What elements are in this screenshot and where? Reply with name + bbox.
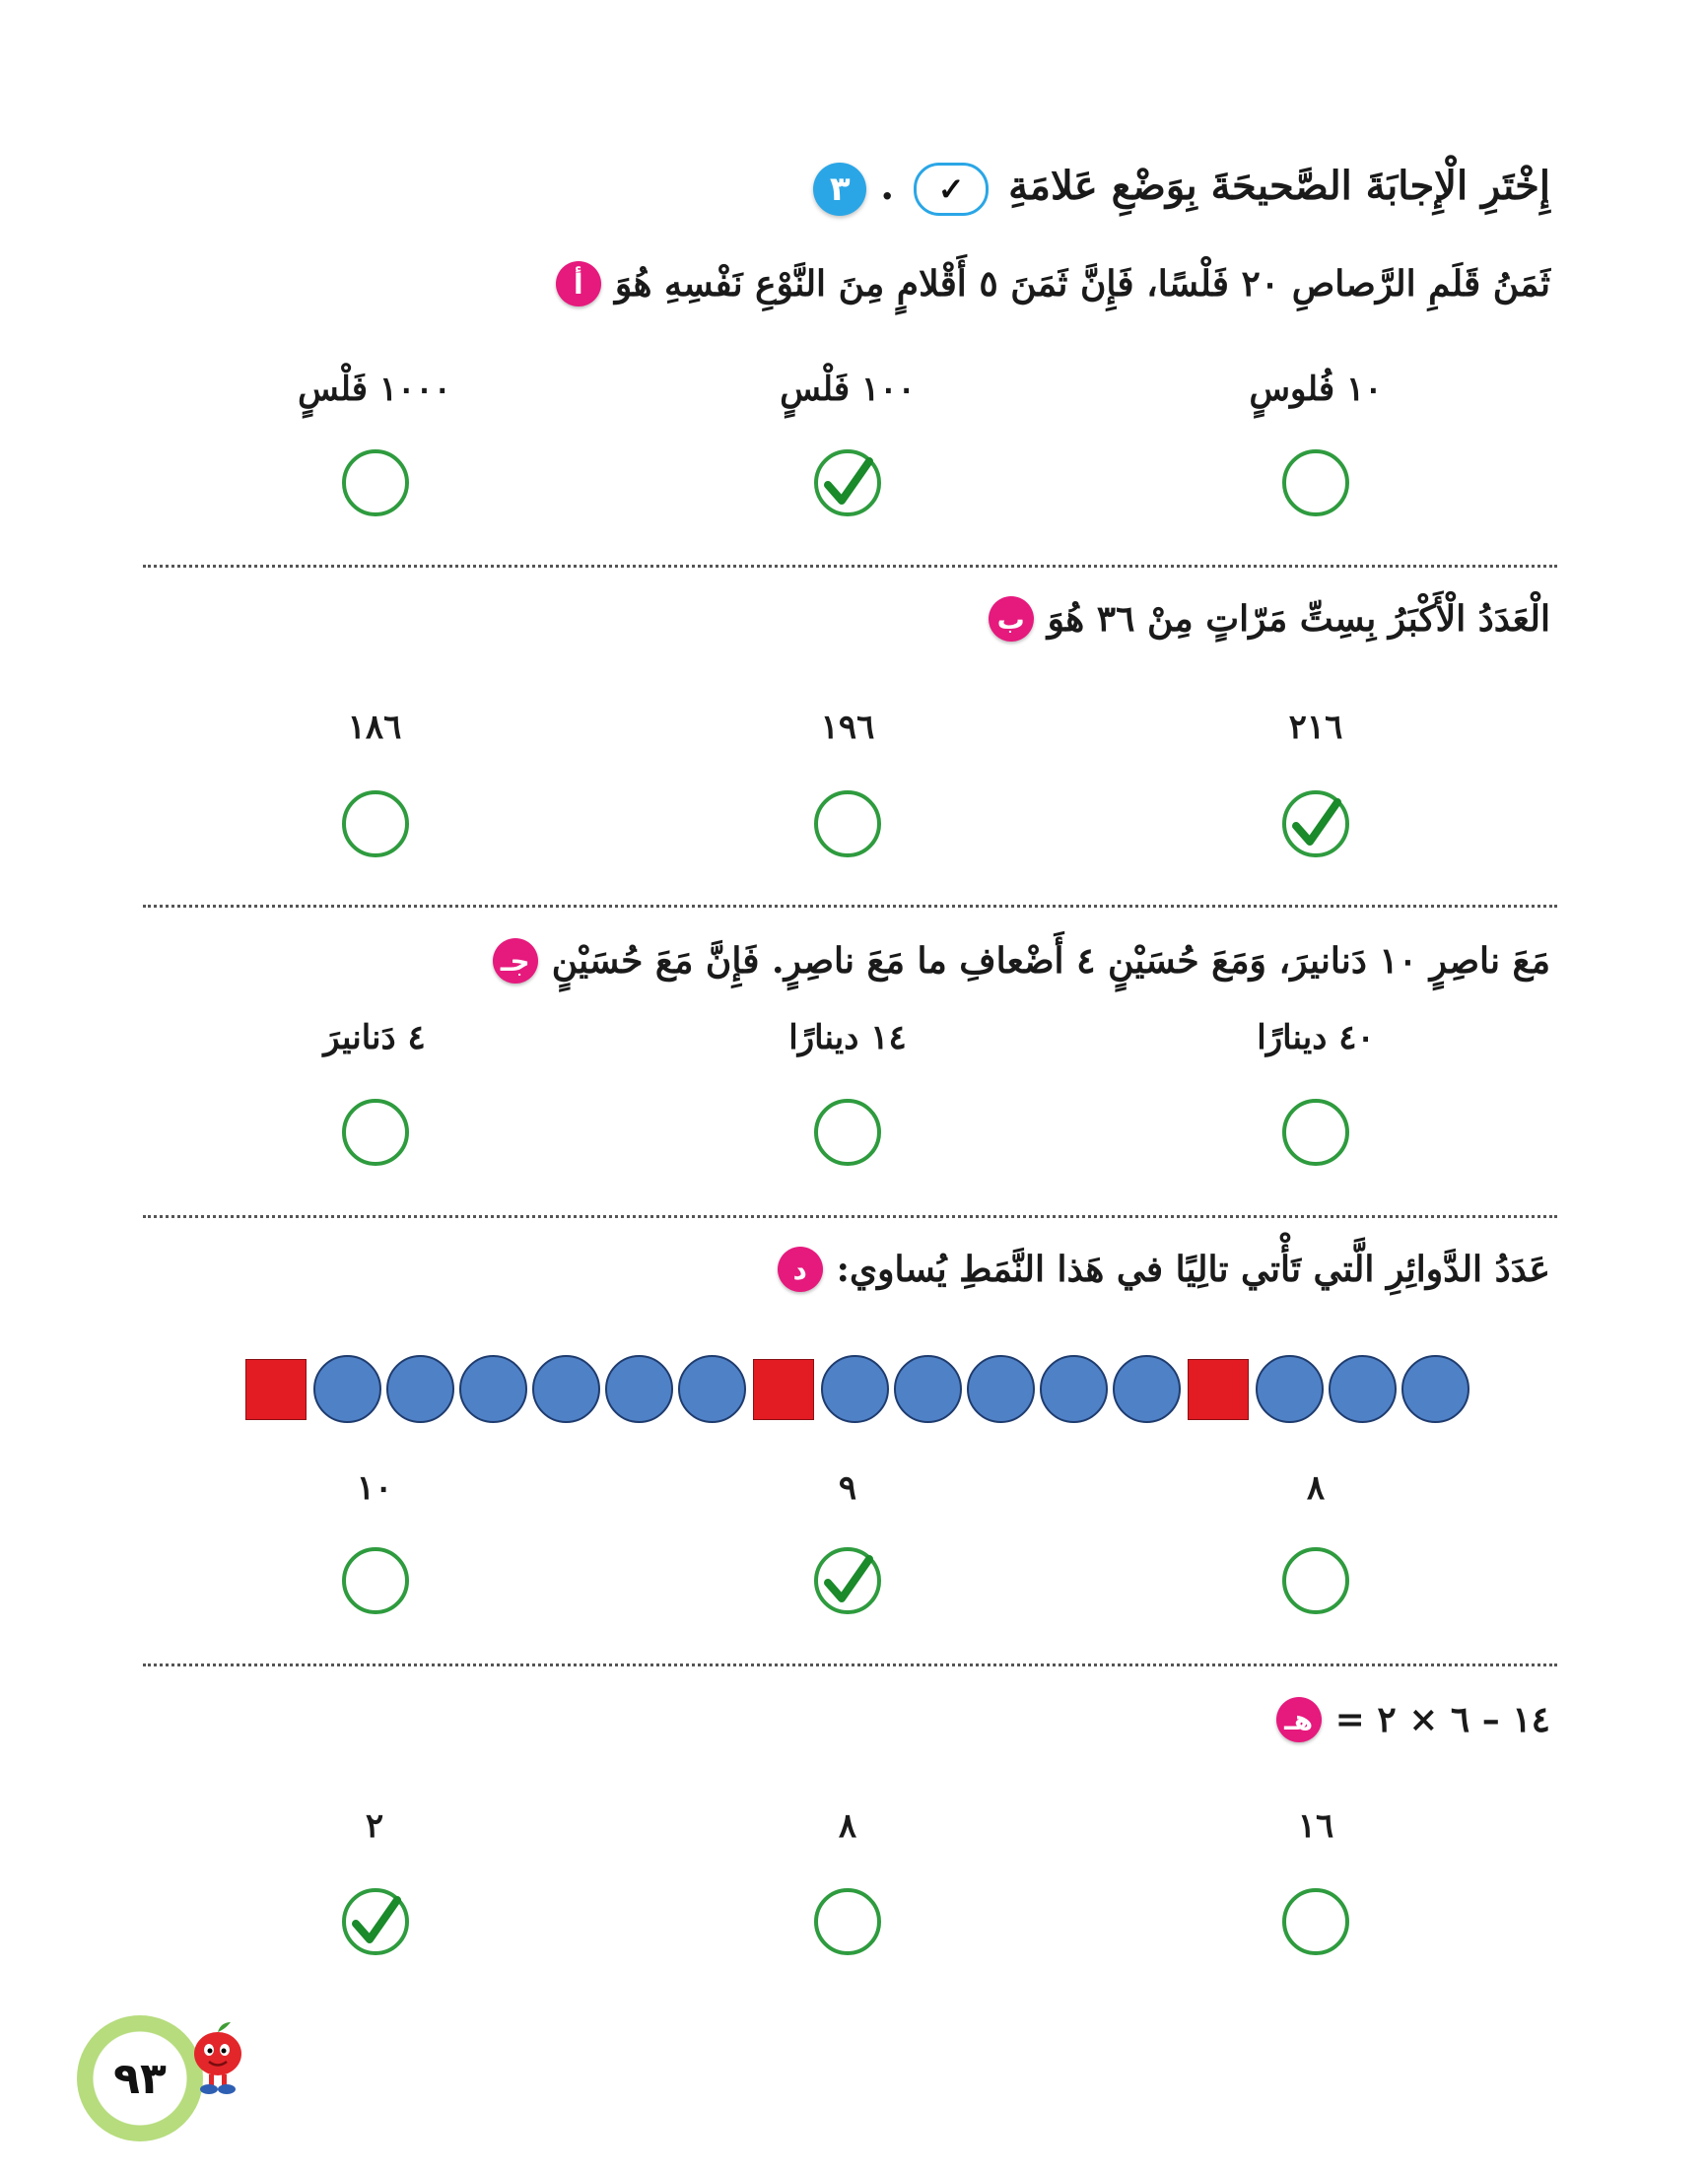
pattern-circle <box>605 1355 673 1423</box>
option-label: ٤٠ دينارًا <box>1257 1018 1375 1057</box>
apple-mascot-icon <box>187 2020 248 2099</box>
answer-radio[interactable] <box>1280 447 1351 518</box>
option-label: ٤ دَنانيرَ <box>323 1018 426 1057</box>
question-text: الْعَدَدُ الْأَكْبَرُ بِسِتِّ مَرّاتٍ مِنْ ٣٦ هُوَ <box>1047 598 1550 640</box>
option-label: ١٦ <box>1297 1806 1334 1846</box>
answer-radio[interactable] <box>812 788 883 859</box>
question-a <box>556 261 1550 306</box>
shape-pattern <box>241 1355 1471 1423</box>
pattern-square <box>1188 1359 1249 1420</box>
option-label: ١٠٠٠ فَلْسٍ <box>298 370 451 409</box>
answer-radio[interactable] <box>1280 1886 1351 1957</box>
question-text: عَدَدُ الدَّوائِرِ الَّتي تَأْتي تالِيًا في هَذا النَّمَطِ يُساوي: <box>836 1249 1550 1290</box>
pattern-circle <box>894 1355 962 1423</box>
instruction-period: . <box>880 163 895 209</box>
pattern-circle <box>386 1355 454 1423</box>
exercise-instruction <box>880 163 1550 216</box>
pattern-circle <box>313 1355 381 1423</box>
question-d <box>778 1247 1550 1292</box>
pattern-circle <box>1401 1355 1469 1423</box>
exercise-heading <box>813 163 1550 216</box>
page-number-badge <box>77 2015 203 2141</box>
question-letter-badge: أ <box>556 261 601 306</box>
pattern-circle <box>532 1355 600 1423</box>
pattern-circle <box>821 1355 889 1423</box>
option-label: ١٤ دينارًا <box>788 1018 907 1057</box>
answer-radio[interactable] <box>1280 1545 1351 1616</box>
option-label: ١٠٠ فَلْسٍ <box>780 370 916 409</box>
question-e <box>1276 1697 1550 1742</box>
pattern-circle <box>1040 1355 1108 1423</box>
pattern-circle <box>1329 1355 1397 1423</box>
option-label: ٢١٦ <box>1288 708 1343 747</box>
option-label: ١٠ فُلوسٍ <box>1249 370 1383 409</box>
pattern-circle <box>459 1355 527 1423</box>
pattern-square <box>753 1359 814 1420</box>
option-label: ١٩٦ <box>820 708 875 747</box>
question-letter-badge: د <box>778 1247 823 1292</box>
question-letter-badge: هـ <box>1276 1697 1322 1742</box>
answer-radio[interactable] <box>340 788 411 859</box>
answer-radio[interactable] <box>812 1886 883 1957</box>
question-b <box>989 596 1550 642</box>
answer-radio[interactable] <box>340 1097 411 1168</box>
option-label: ٢ <box>365 1806 384 1846</box>
option-label: ٨ <box>838 1806 857 1846</box>
answer-radio-checked[interactable] <box>812 447 883 518</box>
check-mark-icon: ✓ <box>914 163 989 216</box>
dotted-divider <box>143 905 1557 908</box>
option-label: ١٠ <box>356 1468 393 1508</box>
answer-radio-checked[interactable] <box>340 1886 411 1957</box>
dotted-divider <box>143 1215 1557 1218</box>
answer-radio[interactable] <box>340 447 411 518</box>
question-letter-badge: جـ <box>493 938 538 984</box>
page-number: ٩٣ <box>113 2053 167 2104</box>
pattern-square <box>245 1359 307 1420</box>
question-text: مَعَ ناصِرٍ ١٠ دَنانيرَ، وَمَعَ حُسَيْنٍ ٤ أَضْعافِ ما مَعَ ناصِرٍ. فَإِنَّ مَعَ حُسَيْنٍ <box>551 940 1550 982</box>
option-label: ٨ <box>1306 1468 1326 1508</box>
answer-radio[interactable] <box>340 1545 411 1616</box>
exercise-number-badge: ٣ <box>813 163 866 216</box>
dotted-divider <box>143 1664 1557 1666</box>
option-label: ٩ <box>838 1468 857 1508</box>
question-text: ١٤ – ٦ × ٢ = <box>1334 1699 1550 1740</box>
answer-radio-checked[interactable] <box>812 1545 883 1616</box>
instruction-text: إِخْتَرِ الْإِجابَةَ الصَّحيحَةَ بِوَضْعِ عَلامَةِ <box>1008 163 1550 209</box>
pattern-circle <box>678 1355 746 1423</box>
answer-radio-checked[interactable] <box>1280 788 1351 859</box>
option-label: ١٨٦ <box>347 708 402 747</box>
pattern-circle <box>1256 1355 1324 1423</box>
pattern-circle <box>1113 1355 1181 1423</box>
question-c <box>493 938 1550 984</box>
pattern-circle <box>967 1355 1035 1423</box>
dotted-divider <box>143 565 1557 568</box>
answer-radio[interactable] <box>812 1097 883 1168</box>
question-letter-badge: ب <box>989 596 1034 642</box>
question-text: ثَمَنُ قَلَمِ الرَّصاصِ ٢٠ فَلْسًا، فَإِنَّ ثَمَنَ ٥ أَقْلامٍ مِنَ النَّوْعِ نَفْسِهِ هُوَ <box>614 263 1550 305</box>
answer-radio[interactable] <box>1280 1097 1351 1168</box>
